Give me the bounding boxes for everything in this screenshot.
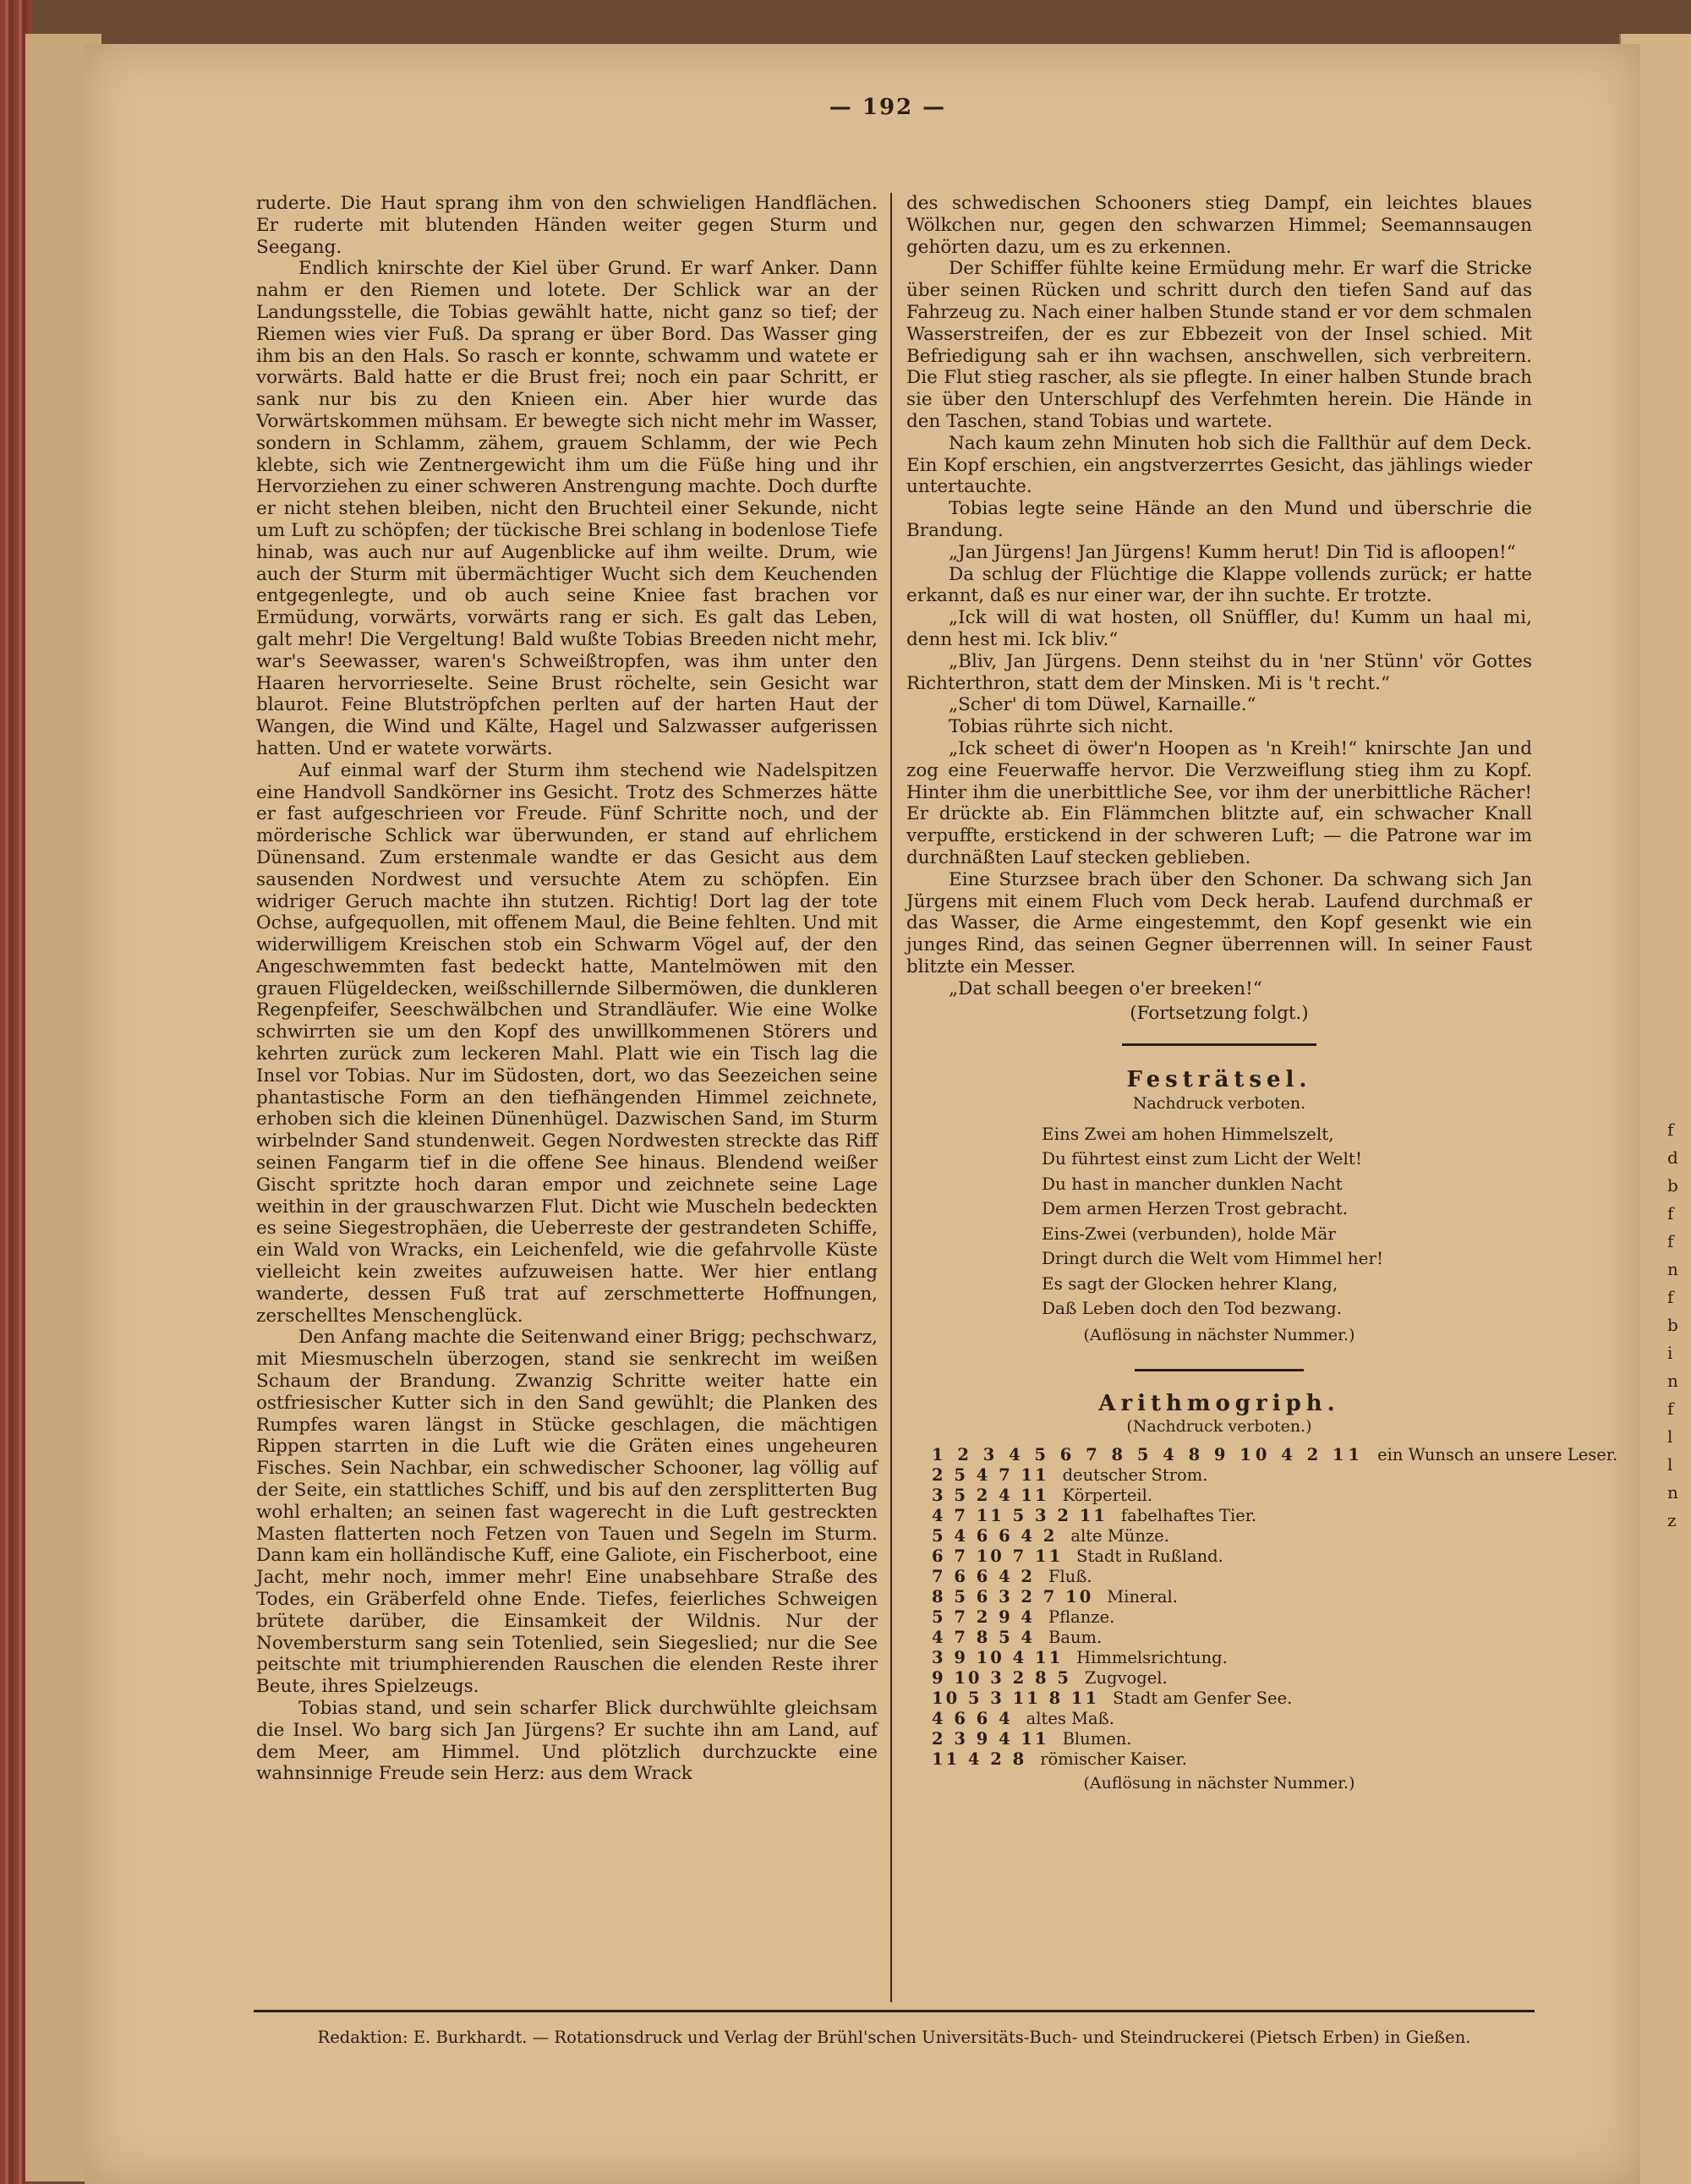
arithmogriph-clue: römischer Kaiser.: [1040, 1749, 1187, 1770]
arithmogriph-clue: Blumen.: [1062, 1729, 1132, 1749]
arithmogriph-solution-note: (Auflösung in nächster Nummer.): [1083, 1774, 1355, 1793]
edge-glyph: i: [1667, 1343, 1673, 1363]
arithmogriph-row: [906, 1689, 1532, 1709]
arithmogriph-row: [906, 1628, 1532, 1648]
arithmogriph-numbers: 8 5 6 3 2 7 10: [932, 1587, 1094, 1607]
arithmogriph-row: [906, 1465, 1532, 1486]
imprint-footer: Redaktion: E. Burkhardt. — Rotationsdruck und Verlag der Brühl'schen Universitäts-Buch- und Steindruckerei (Pietsch Erben) in Gießen.: [317, 2028, 1471, 2047]
arithmogriph-clue: alte Münze.: [1070, 1526, 1169, 1546]
poem-line: Dem armen Herzen Trost gebracht.: [1042, 1198, 1349, 1219]
edge-glyph: f: [1667, 1399, 1674, 1419]
arithmogriph-clue: Baum.: [1048, 1628, 1103, 1648]
poem-line: Du hast in mancher dunklen Nacht: [1042, 1173, 1343, 1194]
arithmogriph-numbers: 2 3 9 4 11: [932, 1729, 1049, 1749]
arithmogriph-row: [906, 1749, 1532, 1770]
poem-line: Du führtest einst zum Licht der Welt!: [1042, 1148, 1362, 1169]
arithmogriph-numbers: 3 5 2 4 11: [932, 1486, 1049, 1506]
arithmogriph-numbers: 4 7 8 5 4: [932, 1628, 1035, 1648]
edge-glyph: n: [1667, 1371, 1678, 1391]
poem-line: Es sagt der Glocken hehrer Klang,: [1042, 1273, 1338, 1294]
page-number: — 192 —: [829, 95, 947, 120]
arithmogriph-clue: fabelhaftes Tier.: [1120, 1506, 1257, 1526]
arithmogriph-note: (Nachdruck verboten.): [1126, 1417, 1312, 1437]
arithmogriph-clue: Pflanze.: [1048, 1607, 1115, 1628]
column-divider: [890, 193, 892, 2002]
arithmogriph-clue: Stadt am Genfer See.: [1113, 1689, 1293, 1709]
riddle-note: Nachdruck verboten.: [1132, 1094, 1306, 1114]
riddle-solution-note: (Auflösung in nächster Nummer.): [1083, 1325, 1355, 1344]
poem-line: Dringt durch die Welt vom Himmel her!: [1042, 1248, 1384, 1269]
arithmogriph-clue: Stadt in Rußland.: [1076, 1546, 1223, 1567]
arithmogriph-row: [906, 1506, 1532, 1526]
riddle-poem: [906, 1122, 1532, 1322]
arithmogriph-clue: deutscher Strom.: [1062, 1465, 1208, 1486]
paragraph: Der Schiffer fühlte keine Ermüdung mehr. Er warf die Stricke über seinen Rücken und schritt durch den tiefen Sand auf das Fahrzeug zu. Nach einer halben Stunde stand er vor dem schmalen Wasserstreifen, der es zur Ebbezeit von der Insel schied. Mit Befriedigung sah er ihn wachsen, anschwellen, sich verbreitern. Die Flut stieg rascher, als sie pflegte. In einer halben Stunde brach sie über den Unterschlupf des Verfehmten herein. Die Hände in den Taschen, stand Tobias und wartete.: [906, 258, 1532, 432]
arithmogriph-table: [906, 1445, 1618, 1770]
arithmogriph-clue: ein Wunsch an unsere Leser.: [1377, 1445, 1618, 1465]
paragraph: „Bliv, Jan Jürgens. Denn steihst du in 'ner Stünn' vör Gottes Richterthron, statt dem der Minsken. Mi is 't recht.“: [906, 650, 1532, 694]
arithmogriph-numbers: 9 10 3 2 8 5: [932, 1668, 1071, 1689]
paragraph: „Ick scheet di öwer'n Hoopen as 'n Kreih!“ knirschte Jan und zog eine Feuerwaffe hervor. Die Verzweiflung stieg ihm zu Kopf. Hinter ihm die unerbittliche See, vor ihm der unerbittliche Rächer! Er drückte ab. Ein Flämmchen blitzte auf, ein schwacher Knall verpuffte, erstickend in der schweren Luft; — die Patrone war im durchnäßten Lauf stecken geblieben.: [906, 737, 1532, 868]
arithmogriph-row: [906, 1607, 1532, 1628]
arithmogriph-row: [906, 1567, 1532, 1587]
edge-glyph: f: [1667, 1119, 1674, 1140]
paragraph: Nach kaum zehn Minuten hob sich die Fallthür auf dem Deck. Ein Kopf erschien, ein angstverzerrtes Gesicht, das jählings wieder untertauchte.: [906, 432, 1532, 498]
arithmogriph-row: [906, 1668, 1532, 1689]
arithmogriph-clue: Körperteil.: [1062, 1486, 1153, 1506]
paragraph: Tobias rührte sich nicht.: [949, 716, 1174, 738]
right-column: [906, 193, 1618, 1795]
arithmogriph-numbers: 3 9 10 4 11: [932, 1648, 1064, 1668]
arithmogriph-row: [906, 1486, 1532, 1506]
arithmogriph-numbers: 10 5 3 11 8 11: [932, 1689, 1100, 1709]
arithmogriph-row: [906, 1587, 1532, 1607]
arithmogriph-clue: Fluß.: [1048, 1567, 1092, 1587]
arithmogriph-numbers: 1 2 3 4 5 6 7 8 5 4 8 9 10 4 2 11: [932, 1445, 1365, 1465]
edge-glyph: b: [1667, 1175, 1678, 1196]
poem-line: Eins-Zwei (verbunden), holde Mär: [1042, 1223, 1336, 1244]
edge-glyph: l: [1667, 1454, 1673, 1475]
edge-glyph: z: [1667, 1510, 1677, 1530]
edge-glyph: n: [1667, 1259, 1678, 1279]
edge-glyph: b: [1667, 1315, 1678, 1335]
paragraph: „Dat schall beegen o'er breeken!“: [949, 977, 1262, 999]
paragraph: „Scher' di tom Düwel, Karnaille.“: [949, 694, 1256, 716]
edge-glyph: f: [1667, 1287, 1674, 1307]
arithmogriph-clue: Zugvogel.: [1084, 1668, 1168, 1689]
edge-glyph: f: [1667, 1231, 1674, 1251]
left-column: [256, 193, 878, 1785]
paragraph: Eine Sturzsee brach über den Schoner. Da schwang sich Jan Jürgens mit einem Fluch vom Deck herab. Laufend durchmaß er das Wasser, die Arme eingestemmt, den Kopf gesenkt wie ein junges Rind, das seinen Gegner überrennen will. In seiner Faust blitzte ein Messer.: [906, 868, 1532, 977]
paragraph: des schwedischen Schooners stieg Dampf, ein leichtes blaues Wölkchen nur, gegen den schwarzen Himmel; Seemannsaugen gehörten dazu, um es zu erkennen.: [906, 193, 1532, 258]
paragraph: ruderte. Die Haut sprang ihm von den schwieligen Handflächen. Er ruderte mit blutenden Händen weiter gegen Sturm und Seegang.: [256, 193, 878, 258]
arithmogriph-row: [906, 1546, 1532, 1567]
edge-glyph: l: [1667, 1426, 1673, 1447]
paragraph: „Ick will di wat hosten, oll Snüffler, du! Kumm un haal mi, denn hest mi. Ick bliv.“: [906, 607, 1532, 650]
arithmogriph-numbers: 4 6 6 4: [932, 1709, 1013, 1729]
paragraph: Tobias legte seine Hände an den Mund und überschrie die Brandung.: [906, 498, 1532, 541]
edge-glyph: n: [1667, 1482, 1678, 1503]
edge-glyph: d: [1667, 1147, 1678, 1168]
edge-glyph: f: [1667, 1203, 1674, 1223]
arithmogriph-numbers: 6 7 10 7 11: [932, 1546, 1064, 1567]
arithmogriph-numbers: 5 7 2 9 4: [932, 1607, 1035, 1628]
arithmogriph-clue: Himmelsrichtung.: [1076, 1648, 1228, 1668]
riddle-title: Festrätsel.: [1126, 1067, 1312, 1093]
poem-line: Daß Leben doch den Tod bezwang.: [1042, 1298, 1343, 1319]
arithmogriph-clue: altes Maß.: [1026, 1709, 1114, 1729]
arithmogriph-numbers: 4 7 11 5 3 2 11: [932, 1506, 1108, 1526]
section-separator: [1122, 1043, 1316, 1046]
arithmogriph-clue: Mineral.: [1107, 1587, 1178, 1607]
arithmogriph-row: [906, 1729, 1532, 1749]
footer-rule: [254, 2010, 1535, 2012]
poem-line: Eins Zwei am hohen Himmelszelt,: [1042, 1123, 1334, 1144]
arithmogriph-numbers: 5 4 6 6 4 2: [932, 1526, 1058, 1546]
arithmogriph-row: [906, 1526, 1532, 1546]
arithmogriph-numbers: 2 5 4 7 11: [932, 1465, 1049, 1486]
arithmogriph-row: [906, 1648, 1532, 1668]
continued-label: (Fortsetzung folgt.): [1130, 1003, 1309, 1025]
arithmogriph-title: Arithmogriph.: [1098, 1390, 1340, 1416]
paragraph: Endlich knirschte der Kiel über Grund. Er warf Anker. Dann nahm er den Riemen und lotete. Der Schlick war an der Landungsstelle, die Tobias gewählt hatte, nicht ganz so tief; der Riemen wies vier Fuß. Da sprang er über Bord. Das Wasser ging ihm bis an den Hals. So rasch er konnte, schwamm und watete er vorwärts. Bald hatte er die Brust frei; noch ein paar Schritt, er sank nur bis zu den Knieen ein. Aber hier wurde das Vorwärtskommen mühsam. Er bewegte sich nicht mehr im Wasser, sondern in Schlamm, zähem, grauem Schlamm, der wie Pech klebte, sich wie Zentnergewicht ihm um die Füße hing und ihr Hervorziehen zu einer schweren Anstrengung machte. Doch durfte er nicht stehen bleiben, nicht den Bruchteil einer Sekunde, nicht um Luft zu schöpfen; der tückische Brei schlang in bodenlose Tiefe hinab, was auch nur auf Augenblicke auf ihm weilte. Drum, wie auch der Sturm mit übermächtiger Wucht sich dem Keuchenden entgegenlegte, und ob auch seine Kniee fast brachen vor Ermüdung, vorwärts, vorwärts rang er sich. Es galt das Leben, galt mehr! Die Vergeltung! Bald wußte Tobias Breeden nicht mehr, war's Seewasser, waren's Schweißtropfen, was ihm unter den Haaren hervorrieselte. Seine Brust röchelte, sein Gesicht war blaurot. Feine Blutströpfchen perlten auf der harten Haut der Wangen, die Wind und Kälte, Hagel und Salzwasser aufgerissen hatten. Und er watete vorwärts.: [256, 258, 878, 759]
next-page-text-fragments: [1667, 1116, 1691, 1535]
arithmogriph-row: [906, 1445, 1618, 1465]
paragraph: Auf einmal warf der Sturm ihm stechend wie Nadelspitzen eine Handvoll Sandkörner ins Gesicht. Trotz des Schmerzes hätte er fast aufgeschrieen vor Freude. Fünf Schritte noch, und der mörderische Schlick war überwunden, er stand auf ehrlichem Dünensand. Zum erstenmale wandte er das Gesicht aus dem sausenden Nordwest und versuchte Atem zu schöpfen. Ein widriger Geruch machte ihn stutzen. Richtig! Dort lag der tote Ochse, aufgequollen, mit offenem Maul, die Beine fehlten. Und mit widerwilligem Kreischen stob ein Schwarm Vögel auf, der den Angeschwemmten fast bedeckt hatte, Mantelmöwen mit den grauen Flügeldecken, weißschillernde Silbermöwen, die dunkleren Regenpfeifer, Seeschwälbchen und Strandläufer. Wie eine Wolke schwirrten sie um den Kopf des unwillkommenen Störers und kehrten zurück zum leckeren Mahl. Platt wie ein Tisch lag die Insel vor Tobias. Nur im Südosten, dort, wo das Seezeichen seine phantastische Form an den tiefhängenden Himmel zeichnete, erhoben sich die kleinen Dünenhügel. Dazwischen Sand, im Sturm wirbelnder Sand stundenweit. Gegen Nordwesten streckte das Riff seinen Fangarm tief in die offene See hinaus. Blendend weißer Gischt spritzte hoch daran empor und zeichnete seine Lage weithin in der grauschwarzen Flut. Dicht wie Muscheln bedeckten es seine Siegestrophäen, die Ueberreste der gestrandeten Schiffe, ein Wald von Wracks, ein Leichenfeld, wie die gefahrvolle Küste vielleicht kein zweites aufzuweisen hatte. Wer hier entlang wanderte, dessen Fuß trat auf zerschmetterte Hoffnungen, zerschelltes Menschenglück.: [256, 759, 878, 1327]
paragraph: Da schlug der Flüchtige die Klappe vollends zurück; er hatte erkannt, daß es nur einer war, der ihn suchte. Er trotzte.: [906, 563, 1532, 607]
arithmogriph-numbers: 11 4 2 8: [932, 1749, 1027, 1770]
arithmogriph-row: [906, 1709, 1532, 1729]
paragraph: Tobias stand, und sein scharfer Blick durchwühlte gleichsam die Insel. Wo barg sich Jan Jürgens? Er suchte ihn am Land, auf dem Meer, am Himmel. Und plötzlich durchzuckte eine wahnsinnige Freude sein Herz: aus dem Wrack: [256, 1697, 878, 1785]
paragraph: „Jan Jürgens! Jan Jürgens! Kumm herut! Din Tid is afloopen!“: [949, 541, 1516, 563]
arithmogriph-numbers: 7 6 6 4 2: [932, 1567, 1035, 1587]
section-separator: [1135, 1369, 1304, 1371]
paragraph: Den Anfang machte die Seitenwand einer Brigg; pechschwarz, mit Miesmuscheln überzogen, stand sie senkrecht im weißen Schaum der Brandung. Zwanzig Schritte weiter hatte ein ostfriesischer Kutter sich in den Sand gewühlt; die Planken des Rumpfes waren längst in Stücke geschlagen, die mächtigen Rippen starrten in die Luft wie die Gräten eines ungeheuren Fisches. Sein Nachbar, ein schwedischer Schooner, lag völlig auf der Seite, ein stattliches Schiff, und bis auf den zersplitterten Bug wohl erhalten; an seinen fast wagerecht in die Luft gestreckten Masten flatterten noch Fetzen von Tauen und Segeln im Sturm. Dann kam ein holländische Kuff, eine Galiote, ein Fischerboot, eine Jacht, mehr noch, immer mehr! Eine unabsehbare Straße des Todes, ein Gräberfeld ohne Ende. Tiefes, feierliches Schweigen brütete darüber, die Einsamkeit der Wildnis. Nur der Novembersturm sang sein Totenlied, sein Siegeslied; nur die See peitschte mit triumphierenden Rauschen die elenden Reste ihrer Beute, ihres Spielzeugs.: [256, 1327, 878, 1698]
